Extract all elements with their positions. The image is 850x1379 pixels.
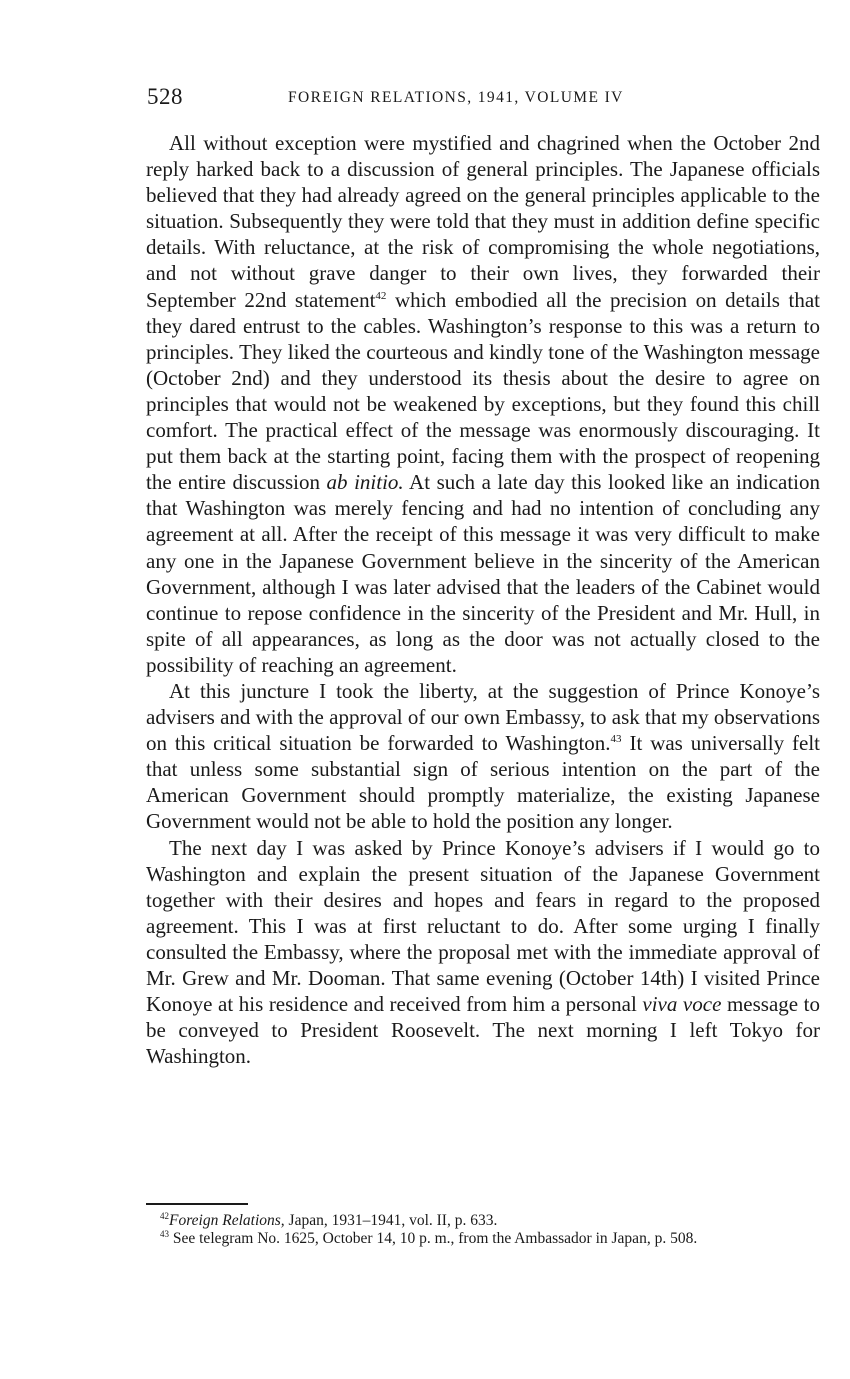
paragraph-2 [146,678,820,835]
paragraph-3-text-a: The next day I was asked by Prince Konoye’s advisers if I would go to Washington and explain the present situation of the Japanese Government together with their desires and hopes and fears in regard to the proposed agreement. This I was at first reluctant to do. After some urging I finally consulted the Embassy, where the proposal met with the immediate approval of Mr. Grew and Mr. Dooman. That same evening (October 14th) I visited Prince Konoye at his residence and received from him a personal [146,835,820,1017]
paragraph-3 [146,835,820,1070]
paragraph-1-text-c: At such a late day this looked like an indication that Washington was merely fencing and had no intention of concluding any agreement at all. After the receipt of this message it was very difficult to make any one in the Japanese Government believe in the sincerity of the American Government, although I was later advised that the leaders of the Cabinet would continue to repose confidence in the sincerity of the President and Mr. Hull, in spite of all appearances, as long as the door was not actually closed to the possibility of reaching an agreement. [146,470,821,677]
paragraph-2-text-a: At this juncture I took the liberty, at the suggestion of Prince Konoye’s advisers and with the approval of our own Embassy, to ask that my observations on this critical situation be forwarded to Washington. [146,678,821,756]
paragraph-1-text-b: which embodied all the precision on details that they dared entrust to the cables. Washington’s response to this was a return to principles. They liked the courteous and kindly tone of the Washington message (October 2nd) and they understood its thesis about the desire to agree on principles that would not be weakened by exceptions, but they found this chill comfort. The practical effect of the message was enormously discouraging. It put them back at the starting point, facing them with the prospect of reopening the entire discussion [146,287,821,495]
paragraph-3-text-b: message to be conveyed to President Roosevelt. The next morning I left Tokyo for Washington. [146,992,820,1069]
footnote-italic: Foreign Relations, [169,1212,285,1229]
paragraph-3-italic: viva voce [642,992,722,1017]
paragraph-1-text-a: All without exception were mystified and chagrined when the October 2nd reply harked back to a discussion of general principles. The Japanese officials believed that they had already agreed on the general principles applicable to the situation. Subsequently they were told that they must in addition define specific details. With reluctance, at the risk of compromising the whole negotiations, and not without grave danger to their own lives, they forwarded their September 22nd statement [146,131,820,312]
running-title: FOREIGN RELATIONS, 1941, VOLUME IV [288,89,624,106]
footnote-42 [146,1212,820,1229]
footnotes [146,1212,820,1248]
paragraph-1 [146,130,820,678]
footnote-text: Japan, 1931–1941, vol. II, p. 633. [284,1212,498,1229]
page-number: 528 [147,84,183,109]
footnote-43 [146,1230,820,1247]
footnote-divider [146,1203,248,1205]
paragraph-1-italic: ab initio. [326,470,404,495]
footnote-number: 43 [160,1228,169,1239]
paragraph-2-text-b: It was universally felt that unless some substantial sign of serious intention on the part of the American Government should promptly materialize, the existing Japanese Government would not be able to hold the position any longer. [146,731,820,834]
body-text [146,130,820,1069]
footnote-number: 42 [160,1210,169,1221]
footnote-ref-42: 42 [375,289,387,302]
footnote-text: See telegram No. 1625, October 14, 10 p. m., from the Ambassador in Japan, p. 508. [169,1230,698,1247]
footnote-ref-43: 43 [610,733,622,746]
